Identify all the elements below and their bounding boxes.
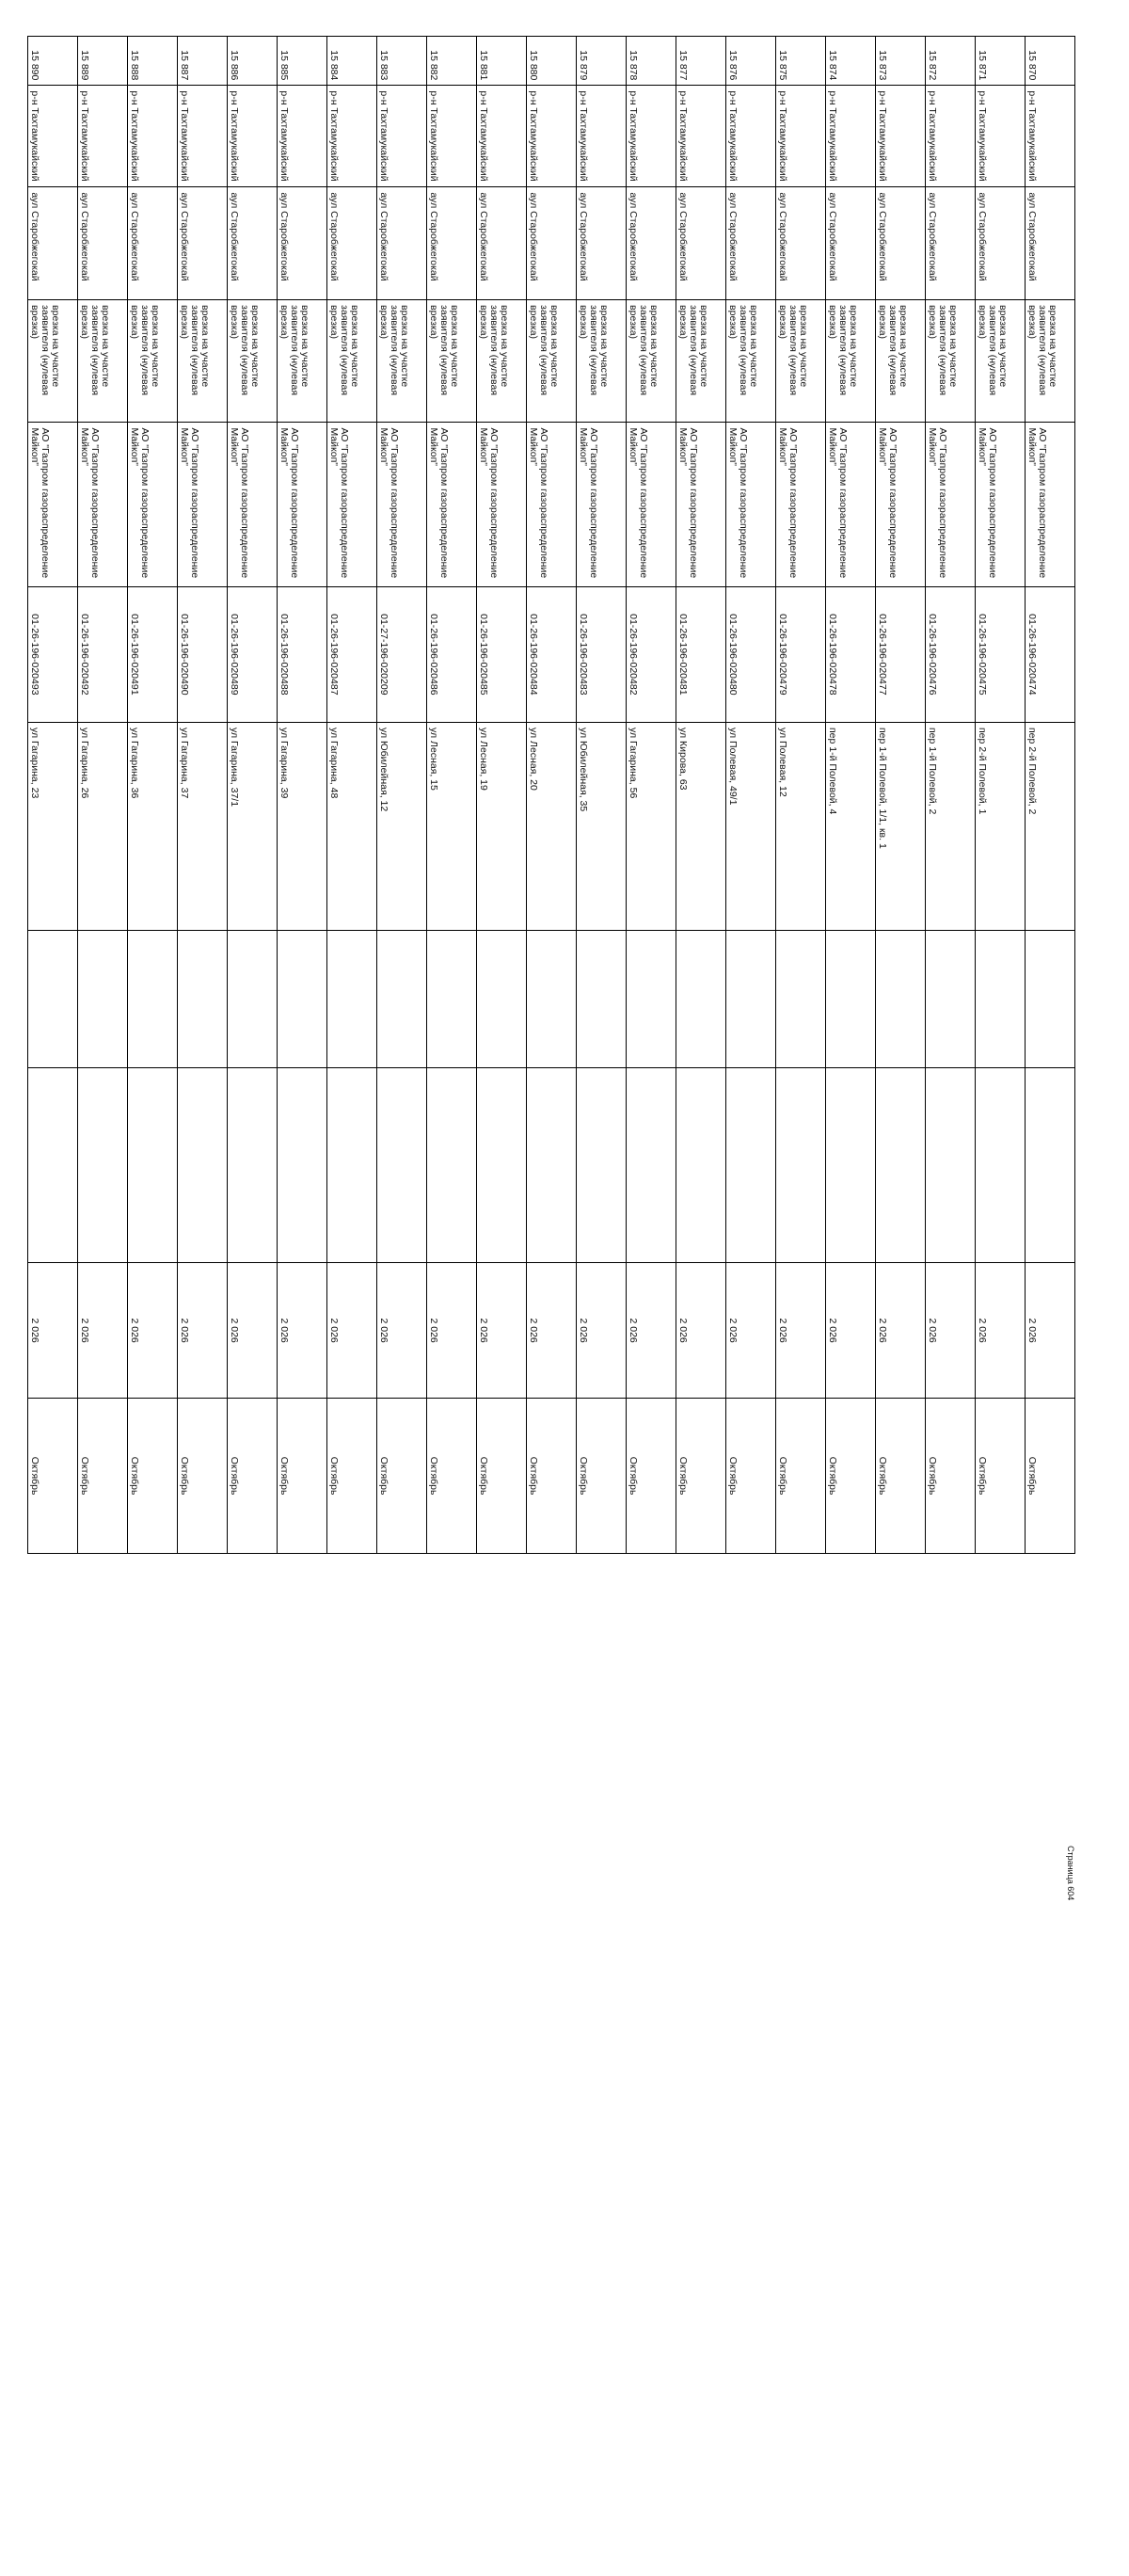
object-code-cell: 01-26-196-020479 — [776, 586, 826, 722]
empty-cell — [327, 1067, 377, 1262]
organization-cell: АО "Газпром газораспределение Майкоп" — [427, 423, 477, 586]
month-cell: Октябрь — [876, 1399, 926, 1554]
address-cell: ул Лесная, 20 — [527, 722, 577, 930]
year-cell: 2 026 — [228, 1263, 278, 1399]
object-code-cell: 01-26-196-020481 — [676, 586, 726, 722]
connection-type-cell: врезка на участке заявителя (нулевая врезка) — [627, 300, 676, 423]
settlement-cell: аул Старобжегокай — [926, 187, 976, 300]
organization-cell: АО "Газпром газораспределение Майкоп" — [676, 423, 726, 586]
settlement-cell: аул Старобжегокай — [128, 187, 178, 300]
object-code-cell: 01-26-196-020484 — [527, 586, 577, 722]
empty-cell — [327, 931, 377, 1067]
object-code-cell: 01-26-196-020487 — [327, 586, 377, 722]
empty-cell — [178, 931, 228, 1067]
month-cell: Октябрь — [976, 1399, 1026, 1554]
empty-cell — [128, 1067, 178, 1262]
row-number: 15 884 — [327, 37, 377, 86]
address-cell: ул Гагарина, 37/1 — [228, 722, 278, 930]
row-number: 15 883 — [377, 37, 427, 86]
address-cell: ул Кирова, 63 — [676, 722, 726, 930]
empty-cell — [278, 931, 327, 1067]
district-cell: р-н Тахтамукайский — [876, 86, 926, 187]
empty-cell — [926, 1067, 976, 1262]
year-cell: 2 026 — [28, 1263, 78, 1399]
connection-type-cell: врезка на участке заявителя (нулевая врезка) — [228, 300, 278, 423]
district-cell: р-н Тахтамукайский — [627, 86, 676, 187]
connection-type-cell: врезка на участке заявителя (нулевая врезка) — [577, 300, 627, 423]
empty-cell — [726, 1067, 776, 1262]
table-row — [278, 37, 327, 1554]
year-cell: 2 026 — [377, 1263, 427, 1399]
empty-cell — [676, 931, 726, 1067]
address-cell: ул Гагарина, 23 — [28, 722, 78, 930]
district-cell: р-н Тахтамукайский — [1026, 86, 1075, 187]
month-cell: Октябрь — [228, 1399, 278, 1554]
address-cell: ул Полевая, 12 — [776, 722, 826, 930]
table-body — [28, 37, 1075, 1554]
organization-cell: АО "Газпром газораспределение Майкоп" — [1026, 423, 1075, 586]
table-row — [577, 37, 627, 1554]
district-cell: р-н Тахтамукайский — [427, 86, 477, 187]
table-row — [28, 37, 78, 1554]
empty-cell — [228, 1067, 278, 1262]
table-row — [876, 37, 926, 1554]
row-number: 15 876 — [726, 37, 776, 86]
empty-cell — [726, 931, 776, 1067]
organization-cell: АО "Газпром газораспределение Майкоп" — [128, 423, 178, 586]
district-cell: р-н Тахтамукайский — [527, 86, 577, 187]
table-row — [477, 37, 527, 1554]
empty-cell — [627, 1067, 676, 1262]
settlement-cell: аул Старобжегокай — [826, 187, 876, 300]
settlement-cell: аул Старобжегокай — [228, 187, 278, 300]
empty-cell — [577, 931, 627, 1067]
district-cell: р-н Тахтамукайский — [826, 86, 876, 187]
year-cell: 2 026 — [527, 1263, 577, 1399]
year-cell: 2 026 — [427, 1263, 477, 1399]
row-number: 15 872 — [926, 37, 976, 86]
table-row — [826, 37, 876, 1554]
year-cell: 2 026 — [676, 1263, 726, 1399]
address-cell: ул Гагарина, 48 — [327, 722, 377, 930]
month-cell: Октябрь — [327, 1399, 377, 1554]
row-number: 15 890 — [28, 37, 78, 86]
object-code-cell: 01-26-196-020480 — [726, 586, 776, 722]
table-row — [1026, 37, 1075, 1554]
year-cell: 2 026 — [577, 1263, 627, 1399]
address-cell: ул Гагарина, 26 — [78, 722, 128, 930]
district-cell: р-н Тахтамукайский — [78, 86, 128, 187]
table-row — [327, 37, 377, 1554]
organization-cell: АО "Газпром газораспределение Майкоп" — [926, 423, 976, 586]
month-cell: Октябрь — [377, 1399, 427, 1554]
empty-cell — [527, 1067, 577, 1262]
table-row — [78, 37, 128, 1554]
empty-cell — [776, 931, 826, 1067]
district-cell: р-н Тахтамукайский — [327, 86, 377, 187]
table-row — [178, 37, 228, 1554]
empty-cell — [28, 1067, 78, 1262]
row-number: 15 885 — [278, 37, 327, 86]
month-cell: Октябрь — [1026, 1399, 1075, 1554]
district-cell: р-н Тахтамукайский — [976, 86, 1026, 187]
empty-cell — [28, 931, 78, 1067]
year-cell: 2 026 — [477, 1263, 527, 1399]
district-cell: р-н Тахтамукайский — [577, 86, 627, 187]
connection-type-cell: врезка на участке заявителя (нулевая врезка) — [876, 300, 926, 423]
year-cell: 2 026 — [776, 1263, 826, 1399]
organization-cell: АО "Газпром газораспределение Майкоп" — [228, 423, 278, 586]
object-code-cell: 01-26-196-020486 — [427, 586, 477, 722]
row-number: 15 880 — [527, 37, 577, 86]
settlement-cell: аул Старобжегокай — [776, 187, 826, 300]
connection-type-cell: врезка на участке заявителя (нулевая врезка) — [527, 300, 577, 423]
settlement-cell: аул Старобжегокай — [876, 187, 926, 300]
address-cell: пер 1-й Полевой, 2 — [926, 722, 976, 930]
row-number: 15 879 — [577, 37, 627, 86]
organization-cell: АО "Газпром газораспределение Майкоп" — [377, 423, 427, 586]
district-cell: р-н Тахтамукайский — [926, 86, 976, 187]
month-cell: Октябрь — [527, 1399, 577, 1554]
connection-type-cell: врезка на участке заявителя (нулевая врезка) — [128, 300, 178, 423]
address-cell: пер 2-й Полевой, 2 — [1026, 722, 1075, 930]
empty-cell — [78, 1067, 128, 1262]
settlement-cell: аул Старобжегокай — [427, 187, 477, 300]
address-cell: ул Гагарина, 36 — [128, 722, 178, 930]
settlement-cell: аул Старобжегокай — [976, 187, 1026, 300]
month-cell: Октябрь — [477, 1399, 527, 1554]
empty-cell — [976, 931, 1026, 1067]
settlement-cell: аул Старобжегокай — [577, 187, 627, 300]
table-row — [726, 37, 776, 1554]
object-code-cell: 01-27-196-020209 — [377, 586, 427, 722]
empty-cell — [427, 1067, 477, 1262]
organization-cell: АО "Газпром газораспределение Майкоп" — [577, 423, 627, 586]
object-code-cell: 01-26-196-020488 — [278, 586, 327, 722]
empty-cell — [826, 1067, 876, 1262]
row-number: 15 877 — [676, 37, 726, 86]
empty-cell — [776, 1067, 826, 1262]
connection-type-cell: врезка на участке заявителя (нулевая врезка) — [28, 300, 78, 423]
document-sheet — [29, 36, 1075, 1901]
connection-type-cell: врезка на участке заявителя (нулевая врезка) — [427, 300, 477, 423]
empty-cell — [627, 931, 676, 1067]
month-cell: Октябрь — [926, 1399, 976, 1554]
organization-cell: АО "Газпром газораспределение Майкоп" — [776, 423, 826, 586]
settlement-cell: аул Старобжегокай — [527, 187, 577, 300]
object-code-cell: 01-26-196-020485 — [477, 586, 527, 722]
district-cell: р-н Тахтамукайский — [726, 86, 776, 187]
object-code-cell: 01-26-196-020491 — [128, 586, 178, 722]
table-row — [427, 37, 477, 1554]
empty-cell — [278, 1067, 327, 1262]
organization-cell: АО "Газпром газораспределение Майкоп" — [726, 423, 776, 586]
settlement-cell: аул Старобжегокай — [676, 187, 726, 300]
address-cell: ул Лесная, 15 — [427, 722, 477, 930]
page-number: Страница 604 — [1066, 1846, 1075, 1901]
settlement-cell: аул Старобжегокай — [377, 187, 427, 300]
connection-type-cell: врезка на участке заявителя (нулевая врезка) — [776, 300, 826, 423]
organization-cell: АО "Газпром газораспределение Майкоп" — [78, 423, 128, 586]
empty-cell — [228, 931, 278, 1067]
organization-cell: АО "Газпром газораспределение Майкоп" — [826, 423, 876, 586]
object-code-cell: 01-26-196-020483 — [577, 586, 627, 722]
organization-cell: АО "Газпром газораспределение Майкоп" — [178, 423, 228, 586]
object-code-cell: 01-26-196-020478 — [826, 586, 876, 722]
row-number: 15 875 — [776, 37, 826, 86]
organization-cell: АО "Газпром газораспределение Майкоп" — [28, 423, 78, 586]
connection-type-cell: врезка на участке заявителя (нулевая врезка) — [1026, 300, 1075, 423]
connection-type-cell: врезка на участке заявителя (нулевая врезка) — [377, 300, 427, 423]
connection-type-cell: врезка на участке заявителя (нулевая врезка) — [726, 300, 776, 423]
empty-cell — [577, 1067, 627, 1262]
connection-type-cell: врезка на участке заявителя (нулевая врезка) — [327, 300, 377, 423]
month-cell: Октябрь — [627, 1399, 676, 1554]
address-cell: ул Полевая, 49/1 — [726, 722, 776, 930]
empty-cell — [78, 931, 128, 1067]
month-cell: Октябрь — [676, 1399, 726, 1554]
empty-cell — [128, 931, 178, 1067]
month-cell: Октябрь — [278, 1399, 327, 1554]
organization-cell: АО "Газпром газораспределение Майкоп" — [627, 423, 676, 586]
table-row — [377, 37, 427, 1554]
connection-type-cell: врезка на участке заявителя (нулевая врезка) — [278, 300, 327, 423]
connection-type-cell: врезка на участке заявителя (нулевая врезка) — [78, 300, 128, 423]
object-code-cell: 01-26-196-020489 — [228, 586, 278, 722]
organization-cell: АО "Газпром газораспределение Майкоп" — [477, 423, 527, 586]
year-cell: 2 026 — [726, 1263, 776, 1399]
row-number: 15 882 — [427, 37, 477, 86]
district-cell: р-н Тахтамукайский — [776, 86, 826, 187]
settlement-cell: аул Старобжегокай — [477, 187, 527, 300]
empty-cell — [1026, 1067, 1075, 1262]
object-code-cell: 01-26-196-020475 — [976, 586, 1026, 722]
object-code-cell: 01-26-196-020476 — [926, 586, 976, 722]
object-code-cell: 01-26-196-020474 — [1026, 586, 1075, 722]
empty-cell — [826, 931, 876, 1067]
district-cell: р-н Тахтамукайский — [228, 86, 278, 187]
table-row — [776, 37, 826, 1554]
organization-cell: АО "Газпром газораспределение Майкоп" — [527, 423, 577, 586]
month-cell: Октябрь — [128, 1399, 178, 1554]
table-row — [627, 37, 676, 1554]
empty-cell — [976, 1067, 1026, 1262]
connection-type-cell: врезка на участке заявителя (нулевая врезка) — [976, 300, 1026, 423]
object-code-cell: 01-26-196-020490 — [178, 586, 228, 722]
district-cell: р-н Тахтамукайский — [178, 86, 228, 187]
address-cell: пер 2-й Полевой, 1 — [976, 722, 1026, 930]
table-row — [676, 37, 726, 1554]
row-number: 15 873 — [876, 37, 926, 86]
connection-type-cell: врезка на участке заявителя (нулевая врезка) — [477, 300, 527, 423]
address-cell: ул Лесная, 19 — [477, 722, 527, 930]
address-cell: ул Гагарина, 56 — [627, 722, 676, 930]
month-cell: Октябрь — [577, 1399, 627, 1554]
row-number: 15 870 — [1026, 37, 1075, 86]
row-number: 15 888 — [128, 37, 178, 86]
organization-cell: АО "Газпром газораспределение Майкоп" — [876, 423, 926, 586]
empty-cell — [926, 931, 976, 1067]
address-cell: пер 1-й Полевой, 1/1, кв. 1 — [876, 722, 926, 930]
address-cell: пер 1-й Полевой, 4 — [826, 722, 876, 930]
month-cell: Октябрь — [178, 1399, 228, 1554]
table-row — [976, 37, 1026, 1554]
gasification-table — [27, 36, 1075, 1554]
empty-cell — [876, 1067, 926, 1262]
year-cell: 2 026 — [627, 1263, 676, 1399]
address-cell: ул Гагарина, 39 — [278, 722, 327, 930]
settlement-cell: аул Старобжегокай — [78, 187, 128, 300]
page-footer — [1057, 1554, 1075, 2576]
object-code-cell: 01-26-196-020482 — [627, 586, 676, 722]
row-number: 15 878 — [627, 37, 676, 86]
settlement-cell: аул Старобжегокай — [327, 187, 377, 300]
settlement-cell: аул Старобжегокай — [1026, 187, 1075, 300]
month-cell: Октябрь — [726, 1399, 776, 1554]
organization-cell: АО "Газпром газораспределение Майкоп" — [327, 423, 377, 586]
year-cell: 2 026 — [876, 1263, 926, 1399]
year-cell: 2 026 — [1026, 1263, 1075, 1399]
table-row — [926, 37, 976, 1554]
organization-cell: АО "Газпром газораспределение Майкоп" — [976, 423, 1026, 586]
district-cell: р-н Тахтамукайский — [477, 86, 527, 187]
settlement-cell: аул Старобжегокай — [726, 187, 776, 300]
empty-cell — [377, 931, 427, 1067]
organization-cell: АО "Газпром газораспределение Майкоп" — [278, 423, 327, 586]
connection-type-cell: врезка на участке заявителя (нулевая врезка) — [178, 300, 228, 423]
empty-cell — [477, 931, 527, 1067]
district-cell: р-н Тахтамукайский — [676, 86, 726, 187]
empty-cell — [377, 1067, 427, 1262]
settlement-cell: аул Старобжегокай — [278, 187, 327, 300]
row-number: 15 886 — [228, 37, 278, 86]
year-cell: 2 026 — [278, 1263, 327, 1399]
connection-type-cell: врезка на участке заявителя (нулевая врезка) — [926, 300, 976, 423]
address-cell: ул Гагарина, 37 — [178, 722, 228, 930]
year-cell: 2 026 — [976, 1263, 1026, 1399]
year-cell: 2 026 — [926, 1263, 976, 1399]
connection-type-cell: врезка на участке заявителя (нулевая врезка) — [676, 300, 726, 423]
month-cell: Октябрь — [78, 1399, 128, 1554]
row-number: 15 871 — [976, 37, 1026, 86]
object-code-cell: 01-26-196-020493 — [28, 586, 78, 722]
settlement-cell: аул Старобжегокай — [28, 187, 78, 300]
table-row — [527, 37, 577, 1554]
empty-cell — [876, 931, 926, 1067]
month-cell: Октябрь — [427, 1399, 477, 1554]
month-cell: Октябрь — [826, 1399, 876, 1554]
row-number: 15 889 — [78, 37, 128, 86]
empty-cell — [477, 1067, 527, 1262]
table-row — [128, 37, 178, 1554]
table-row — [228, 37, 278, 1554]
object-code-cell: 01-26-196-020492 — [78, 586, 128, 722]
year-cell: 2 026 — [327, 1263, 377, 1399]
year-cell: 2 026 — [826, 1263, 876, 1399]
empty-cell — [178, 1067, 228, 1262]
year-cell: 2 026 — [128, 1263, 178, 1399]
empty-cell — [427, 931, 477, 1067]
address-cell: ул Юбилейная, 12 — [377, 722, 427, 930]
settlement-cell: аул Старобжегокай — [627, 187, 676, 300]
address-cell: ул Юбилейная, 35 — [577, 722, 627, 930]
year-cell: 2 026 — [78, 1263, 128, 1399]
month-cell: Октябрь — [28, 1399, 78, 1554]
settlement-cell: аул Старобжегокай — [178, 187, 228, 300]
row-number: 15 887 — [178, 37, 228, 86]
year-cell: 2 026 — [178, 1263, 228, 1399]
object-code-cell: 01-26-196-020477 — [876, 586, 926, 722]
row-number: 15 874 — [826, 37, 876, 86]
month-cell: Октябрь — [776, 1399, 826, 1554]
connection-type-cell: врезка на участке заявителя (нулевая врезка) — [826, 300, 876, 423]
empty-cell — [1026, 931, 1075, 1067]
row-number: 15 881 — [477, 37, 527, 86]
district-cell: р-н Тахтамукайский — [128, 86, 178, 187]
district-cell: р-н Тахтамукайский — [28, 86, 78, 187]
empty-cell — [527, 931, 577, 1067]
district-cell: р-н Тахтамукайский — [278, 86, 327, 187]
district-cell: р-н Тахтамукайский — [377, 86, 427, 187]
empty-cell — [676, 1067, 726, 1262]
